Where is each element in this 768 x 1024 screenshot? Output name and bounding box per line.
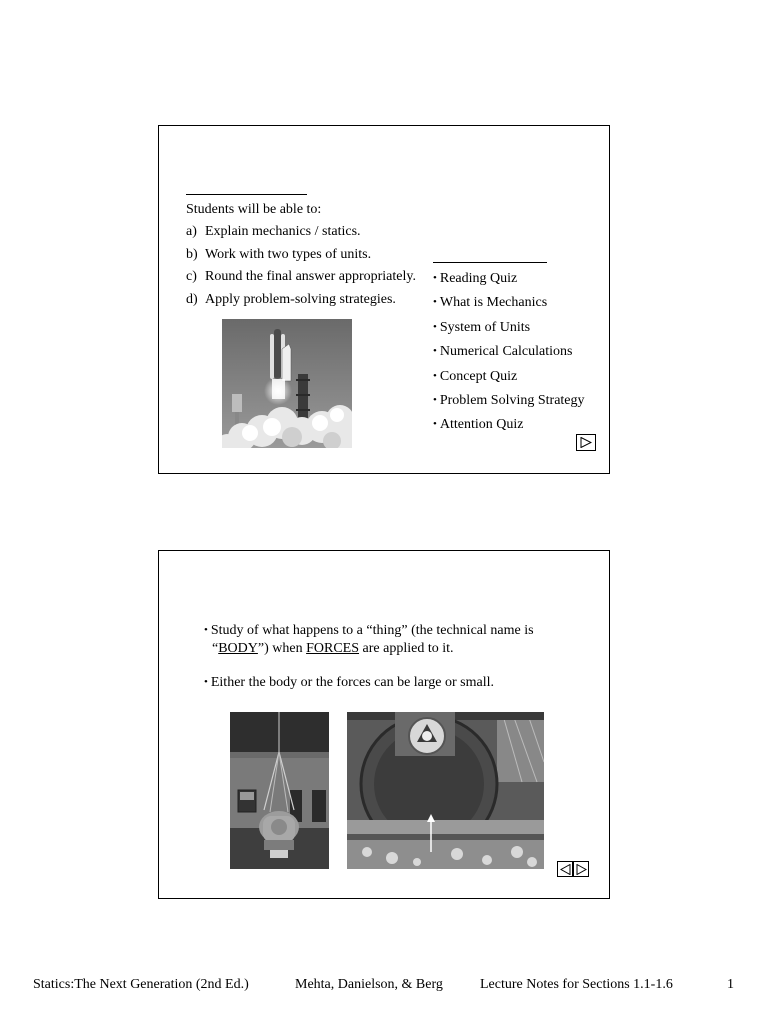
- slide-objectives-agenda: [158, 125, 610, 474]
- shuttle-launch-photo: [222, 319, 352, 448]
- bullet-dot: •: [204, 624, 208, 636]
- next-slide-button[interactable]: [576, 434, 596, 451]
- agenda-item: • System of Units: [433, 320, 585, 344]
- objective-item: d) Apply problem-solving strategies.: [186, 292, 396, 308]
- play-left-icon: [560, 864, 571, 875]
- objectives-list: [186, 224, 416, 315]
- agenda-list: [433, 271, 585, 442]
- slide-what-is-mechanics: [158, 550, 610, 899]
- agenda-item: • Attention Quiz: [433, 417, 585, 441]
- term-forces: FORCES: [306, 641, 360, 656]
- previous-slide-button[interactable]: [557, 861, 573, 877]
- crane-load-image: [230, 712, 329, 869]
- agenda-item: • Reading Quiz: [433, 271, 585, 295]
- objectives-title-rule: [186, 194, 307, 195]
- footer-page-number: 1: [727, 977, 734, 992]
- bullet-study-of-body: • Study of what happens to a “thing” (the technical name is “BODY”) when FORCES are applied to it.: [204, 623, 534, 656]
- agenda-item: • What is Mechanics: [433, 295, 585, 319]
- bullet-large-or-small: • Either the body or the forces can be large or small.: [204, 675, 494, 690]
- bullet-dot: •: [204, 676, 208, 688]
- footer-authors: Mehta, Danielson, & Berg: [295, 977, 443, 992]
- objective-item: b) Work with two types of units.: [186, 246, 372, 262]
- term-body: BODY: [218, 641, 258, 656]
- agenda-title-rule: [433, 262, 547, 263]
- play-right-icon: [576, 864, 587, 875]
- objective-item: c) Round the final answer appropriately.: [186, 269, 416, 285]
- next-slide-button[interactable]: [573, 861, 589, 877]
- play-right-icon: [580, 437, 592, 448]
- footer-book-title: Statics:The Next Generation (2nd Ed.): [33, 977, 249, 992]
- footer-sections: Lecture Notes for Sections 1.1-1.6: [480, 977, 673, 992]
- objectives-intro: Students will be able to:: [186, 202, 322, 217]
- agenda-item: • Numerical Calculations: [433, 344, 585, 368]
- agenda-item: • Concept Quiz: [433, 369, 585, 393]
- rail-wheel-image: [347, 712, 544, 869]
- crane-load-photo: [230, 712, 329, 869]
- shuttle-launch-image: [222, 319, 352, 448]
- agenda-item: • Problem Solving Strategy: [433, 393, 585, 417]
- objective-item: a) Explain mechanics / statics.: [186, 224, 361, 239]
- rail-wheel-photo: [347, 712, 544, 869]
